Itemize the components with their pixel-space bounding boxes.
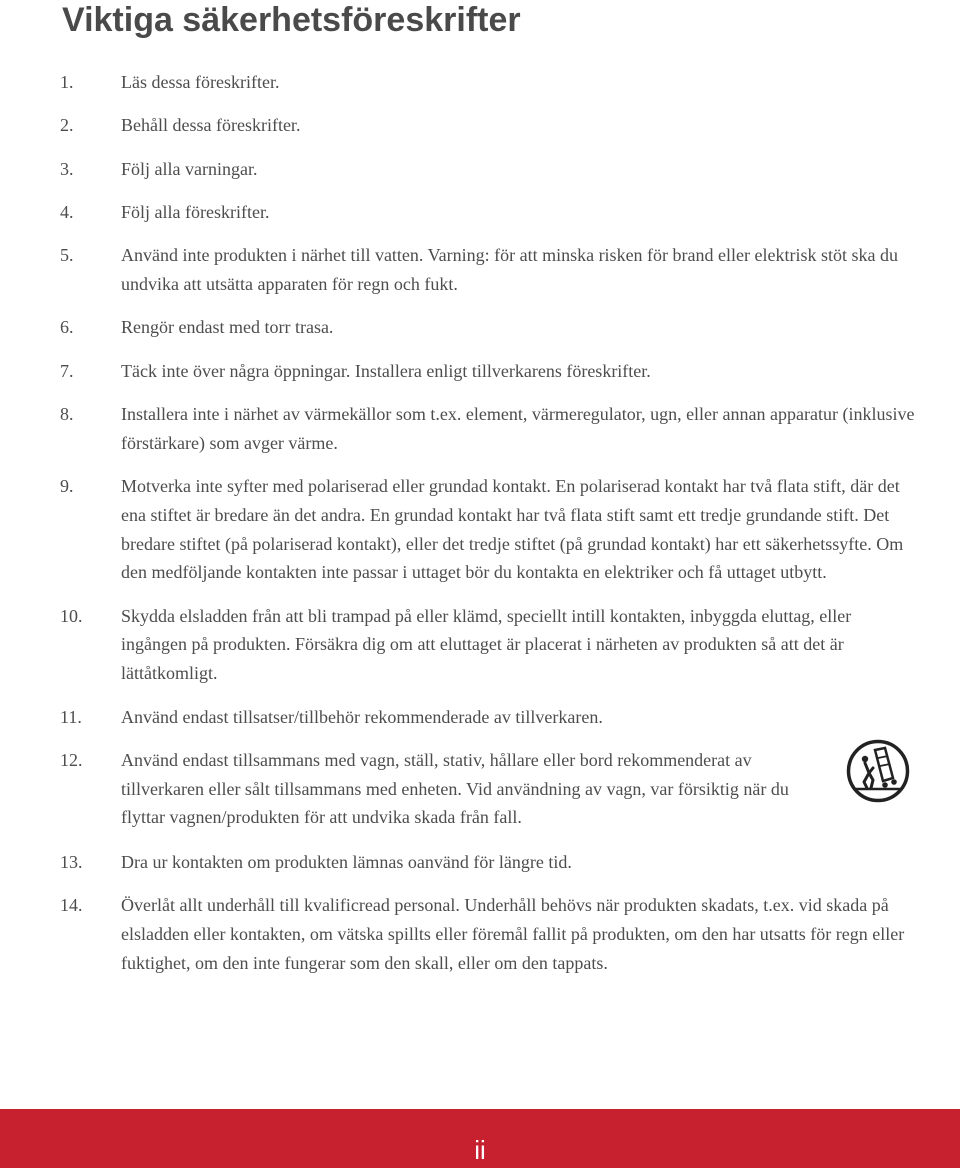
item-number: 5. (60, 245, 74, 266)
item-text: Dra ur kontakten om produkten lämnas oanvänd för längre tid. (121, 851, 572, 872)
list-item (60, 472, 920, 587)
item-number: 1. (60, 72, 74, 92)
list-item (60, 241, 920, 299)
item-number: 9. (60, 475, 74, 496)
item-number: 4. (60, 201, 74, 222)
list-item (60, 602, 920, 688)
item-text: Skydda elsladden från att bli trampad på eller klämd, speciellt intill kontakten, inbyggda eluttag, eller ingången på produkten. Försäkra dig om att eluttaget är placerat i närheten av produkten så att det är lättåtkomligt. (121, 605, 852, 684)
item-number: 13. (60, 851, 83, 872)
item-text: Använd endast tillsatser/tillbehör rekommenderade av tillverkaren. (121, 706, 603, 727)
cart-tip-over-warning-icon (845, 738, 911, 804)
item-number: 6. (60, 317, 74, 338)
item-number: 11. (60, 706, 82, 727)
safety-instructions-list (60, 68, 920, 992)
item-number: 12. (60, 749, 83, 770)
page-number: ii (474, 1135, 486, 1165)
list-item (60, 891, 920, 977)
item-text: Installera inte i närhet av värmekällor som t.ex. element, värmeregulator, ugn, eller annan apparatur (inklusive förstärkare) som avger värme. (121, 403, 915, 453)
list-item (60, 357, 920, 386)
item-number: 10. (60, 605, 83, 626)
item-text: Använd inte produkten i närhet till vatten. Varning: för att minska risken för brand eller elektrisk stöt ska du undvika att utsätta apparaten för regn och fukt. (121, 245, 898, 294)
list-item (60, 703, 920, 732)
item-text: Använd endast tillsammans med vagn, ställ, stativ, hållare eller bord rekommenderat av tillverkaren eller sålt tillsammans med enheten. Vid användning av vagn, var försiktig när du flyttar vagnen/produkten för att undvika skada från fall. (121, 749, 789, 828)
list-item (60, 198, 920, 227)
list-item (60, 400, 920, 458)
footer-band (0, 1109, 960, 1168)
item-text: Följ alla varningar. (121, 158, 258, 179)
list-item (60, 313, 920, 342)
list-item (60, 68, 920, 97)
item-text: Följ alla föreskrifter. (121, 201, 270, 222)
page-title: Viktiga säkerhetsföreskrifter (62, 1, 521, 39)
item-number: 14. (60, 895, 83, 916)
item-text: Täck inte över några öppningar. Installera enligt tillverkarens föreskrifter. (121, 360, 651, 381)
list-item (60, 155, 920, 184)
item-number: 7. (60, 360, 74, 381)
item-number: 3. (60, 158, 74, 179)
list-item (60, 848, 920, 877)
item-number: 8. (60, 403, 74, 424)
list-item (60, 746, 920, 832)
item-text: Behåll dessa föreskrifter. (121, 115, 301, 136)
list-item (60, 111, 920, 140)
item-number: 2. (60, 115, 74, 136)
item-text: Läs dessa föreskrifter. (121, 72, 280, 92)
item-text: Motverka inte syfter med polariserad eller grundad kontakt. En polariserad kontakt har två flata stift, där det ena stiftet är bredare än det andra. En grundad kontakt har två flata stift samt ett tredje grundande stift. Det bredare stiftet (på polariserad kontakt), eller det tredje stiftet (på grundad kontakt) har ett säkerhetssyfte. Om den medföljande kontakten inte passar i uttaget bör du kontakta en elektriker och få uttaget utbytt. (121, 475, 904, 583)
item-text: Rengör endast med torr trasa. (121, 317, 334, 338)
item-text: Överlåt allt underhåll till kvalificread personal. Underhåll behövs när produkten skadats, t.ex. vid skada på elsladden eller kontakten, om vätska spillts eller föremål fallit på produkten, om den har utsatts för regn eller fuktighet, om den inte fungerar som den skall, eller om den tappats. (121, 895, 905, 973)
